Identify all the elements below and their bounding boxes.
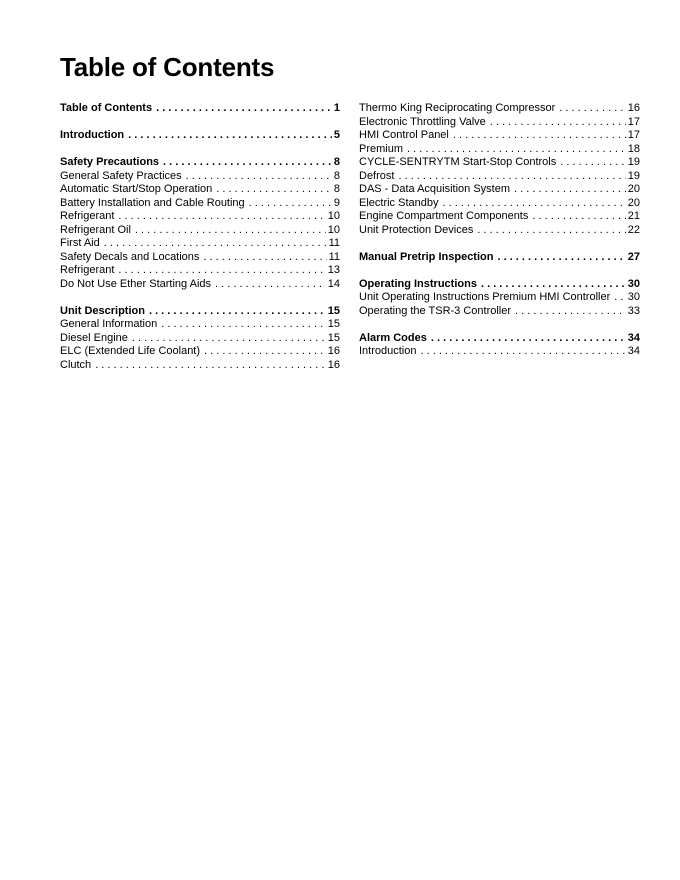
toc-page-number: 14: [327, 277, 340, 290]
toc-entry-label: DAS - Data Acquisition System: [359, 183, 511, 195]
toc-entry[interactable]: [60, 197, 340, 211]
toc-section-entry[interactable]: [359, 251, 640, 265]
toc-left-column: [60, 102, 340, 372]
toc-entry[interactable]: [359, 291, 640, 305]
toc-page-number: 16: [327, 345, 340, 357]
toc-section-entry[interactable]: [60, 156, 340, 170]
toc-entry[interactable]: [359, 156, 640, 170]
toc-entry-label: Automatic Start/Stop Operation: [60, 183, 213, 195]
toc-entry-label: Safety Precautions: [60, 156, 160, 168]
toc-page-number: 27: [627, 250, 640, 263]
toc-entry-label: Thermo King Reciprocating Compressor: [359, 102, 556, 114]
dot-leader: [490, 116, 626, 130]
dot-leader: [407, 143, 626, 157]
toc-section-entry[interactable]: [60, 102, 340, 116]
toc-entry-label: HMI Control Panel: [359, 129, 449, 141]
toc-section-entry[interactable]: [60, 305, 340, 319]
toc-page-number: 11: [328, 250, 340, 263]
toc-page-number: 15: [327, 304, 340, 317]
toc-page-number: 16: [327, 358, 340, 371]
toc-entry[interactable]: [359, 129, 640, 143]
dot-leader: [215, 278, 326, 292]
toc-entry[interactable]: [60, 359, 340, 373]
toc-entry-label: Operating the TSR-3 Controller: [359, 304, 512, 317]
dot-leader: [161, 318, 326, 332]
toc-page-number: 15: [327, 318, 340, 330]
toc-page-number: 22: [627, 223, 640, 236]
toc-entry[interactable]: [359, 116, 640, 130]
dot-leader: [442, 197, 625, 211]
dot-leader: [128, 129, 332, 143]
toc-entry[interactable]: [60, 345, 340, 359]
toc-entry[interactable]: [60, 332, 340, 346]
toc-entry-label: Defrost: [359, 169, 395, 182]
toc-page-number: 5: [333, 129, 340, 141]
toc-entry-label: Manual Pretrip Inspection: [359, 250, 494, 263]
toc-entry-label: Electronic Throttling Valve: [359, 115, 486, 128]
toc-entry[interactable]: [359, 183, 640, 197]
toc-page-number: 8: [333, 156, 340, 168]
dot-leader: [135, 224, 326, 238]
dot-leader: [477, 224, 625, 238]
toc-entry-label: Unit Operating Instructions Premium HMI Controller: [359, 291, 611, 303]
dot-leader: [515, 305, 626, 319]
toc-entry-label: Alarm Codes: [359, 331, 427, 344]
toc-page-number: 17: [627, 115, 640, 128]
toc-page-number: 20: [627, 196, 640, 209]
toc-entry[interactable]: [60, 224, 340, 238]
toc-entry-label: Electric Standby: [359, 196, 439, 209]
toc-entry[interactable]: [359, 210, 640, 224]
toc-entry-label: CYCLE-SENTRYTM Start-Stop Controls: [359, 156, 557, 168]
dot-leader: [559, 102, 626, 116]
toc-entry-label: Engine Compartment Components: [359, 210, 529, 222]
dot-leader: [186, 170, 332, 184]
toc-entry-label: Refrigerant: [60, 210, 115, 222]
toc-entry-label: Clutch: [60, 358, 92, 371]
toc-page-number: 33: [627, 304, 640, 317]
dot-leader: [420, 345, 625, 359]
dot-leader: [560, 156, 626, 170]
toc-entry[interactable]: [60, 251, 340, 265]
toc-page-number: 19: [627, 156, 640, 168]
dot-leader: [104, 237, 327, 251]
toc-entry-label: General Information: [60, 318, 158, 330]
toc-entry-label: Diesel Engine: [60, 331, 128, 344]
toc-right-column: [359, 102, 640, 359]
toc-entry[interactable]: [60, 183, 340, 197]
dot-leader: [614, 291, 626, 305]
toc-page-number: 34: [627, 345, 640, 357]
toc-entry[interactable]: [359, 305, 640, 319]
dot-leader: [249, 197, 332, 211]
toc-entry-label: Premium: [359, 142, 404, 155]
dot-leader: [203, 251, 326, 265]
toc-entry[interactable]: [60, 170, 340, 184]
toc-entry-label: Table of Contents: [60, 102, 153, 114]
dot-leader: [118, 264, 325, 278]
toc-entry[interactable]: [60, 210, 340, 224]
toc-section-entry[interactable]: [359, 332, 640, 346]
toc-page-number: 30: [627, 277, 640, 290]
dot-leader: [132, 332, 326, 346]
toc-page-number: 10: [327, 223, 340, 236]
toc-entry-label: Unit Description: [60, 304, 145, 317]
dot-leader: [95, 359, 326, 373]
toc-entry-label: Refrigerant Oil: [60, 223, 131, 236]
toc-entry[interactable]: [60, 264, 340, 278]
toc-entry-label: Refrigerant: [60, 264, 115, 276]
toc-section-entry[interactable]: [359, 278, 640, 292]
toc-entry-label: Do Not Use Ether Starting Aids: [60, 277, 212, 290]
toc-page-number: 16: [627, 102, 640, 114]
dot-leader: [118, 210, 325, 224]
toc-entry-label: ELC (Extended Life Coolant): [60, 345, 201, 357]
toc-page-number: 15: [327, 331, 340, 344]
toc-entry[interactable]: [359, 345, 640, 359]
toc-page-number: 30: [627, 291, 640, 303]
toc-entry-label: First Aid: [60, 237, 100, 249]
dot-leader: [204, 345, 326, 359]
dot-leader: [532, 210, 625, 224]
toc-page-number: 17: [627, 129, 640, 141]
toc-entry-label: General Safety Practices: [60, 169, 182, 182]
toc-page-number: 8: [333, 183, 340, 195]
toc-page-number: 1: [333, 102, 340, 114]
toc-page-number: 9: [333, 196, 340, 209]
dot-leader: [453, 129, 626, 143]
toc-entry[interactable]: [60, 278, 340, 292]
toc-entry-label: Battery Installation and Cable Routing: [60, 196, 245, 209]
toc-page-number: 18: [627, 142, 640, 155]
dot-leader: [163, 156, 332, 170]
toc-page-number: 34: [627, 331, 640, 344]
toc-section-entry[interactable]: [60, 129, 340, 143]
toc-entry[interactable]: [60, 318, 340, 332]
dot-leader: [481, 278, 626, 292]
toc-entry-label: Introduction: [60, 129, 125, 141]
toc-page-number: 11: [328, 237, 340, 249]
toc-entry[interactable]: [359, 143, 640, 157]
toc-entry-label: Unit Protection Devices: [359, 223, 474, 236]
toc-page-number: 13: [327, 264, 340, 276]
toc-entry[interactable]: [359, 102, 640, 116]
toc-entry[interactable]: [359, 224, 640, 238]
dot-leader: [156, 102, 332, 116]
toc-page-number: 21: [627, 210, 640, 222]
dot-leader: [216, 183, 332, 197]
toc-entry[interactable]: [359, 170, 640, 184]
dot-leader: [431, 332, 626, 346]
dot-leader: [497, 251, 625, 265]
toc-page-number: 19: [627, 169, 640, 182]
toc-page-number: 20: [627, 183, 640, 195]
page-title: Table of Contents: [60, 52, 275, 82]
dot-leader: [398, 170, 625, 184]
dot-leader: [514, 183, 626, 197]
toc-page-number: 10: [327, 210, 340, 222]
toc-entry-label: Introduction: [359, 345, 417, 357]
toc-page-number: 8: [333, 169, 340, 182]
toc-entry[interactable]: [359, 197, 640, 211]
dot-leader: [149, 305, 326, 319]
toc-entry-label: Operating Instructions: [359, 277, 477, 290]
toc-entry-label: Safety Decals and Locations: [60, 250, 200, 263]
toc-entry[interactable]: [60, 237, 340, 251]
